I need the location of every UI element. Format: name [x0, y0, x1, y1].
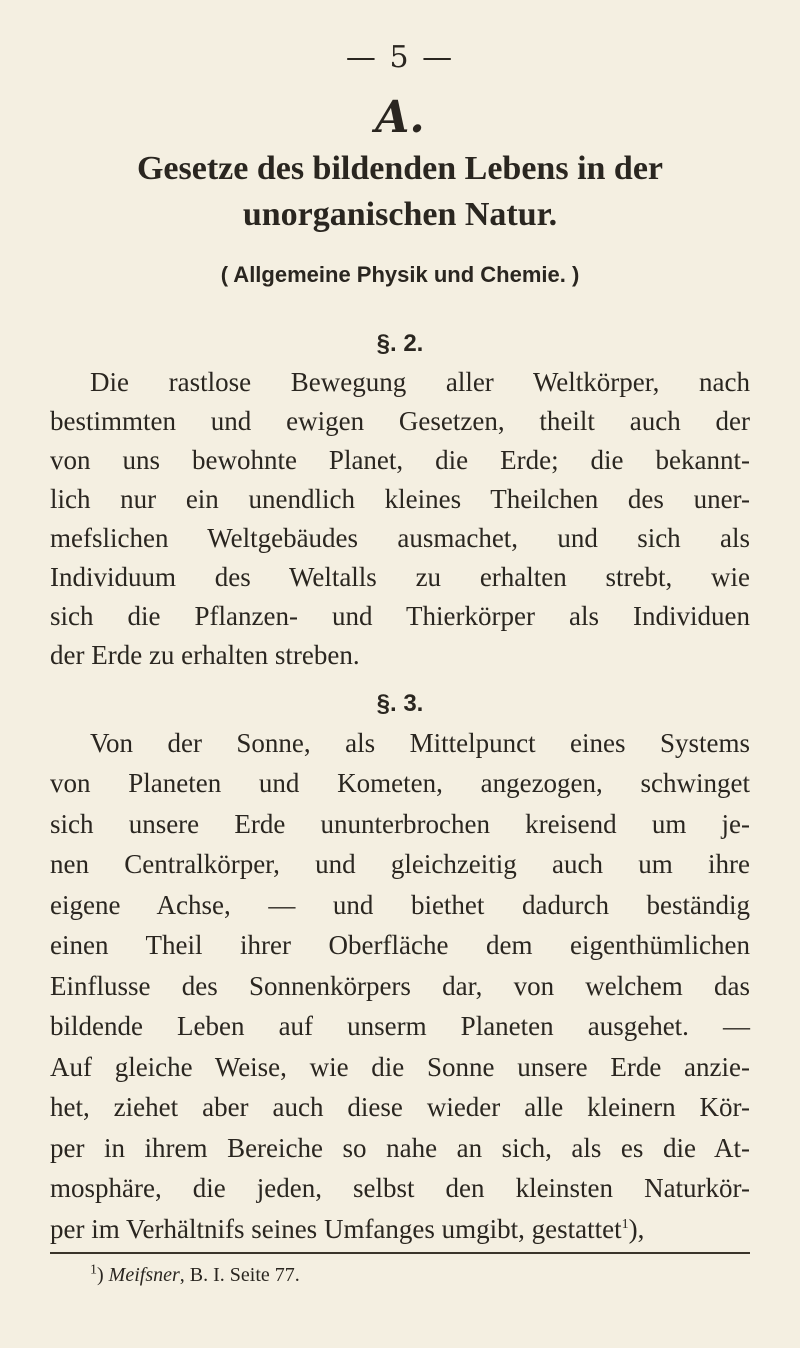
- paragraph-line: eigene Achse, — und biethet dadurch beständig: [50, 890, 750, 920]
- footnote: [90, 1264, 300, 1287]
- footnote-paren: ): [97, 1264, 104, 1286]
- footnote-reference[interactable]: 1: [621, 1217, 629, 1232]
- section-heading-2: §. 2.: [376, 330, 424, 357]
- paragraph-line: einen Theil ihrer Oberfläche dem eigenthümlichen: [50, 930, 750, 960]
- paragraph-line-last: [50, 1211, 750, 1247]
- page-number: — 5 —: [345, 40, 455, 75]
- paragraph-line: sich die Pflanzen- und Thierkörper als Individuen: [50, 601, 750, 631]
- paragraph-line-trailing: ),: [628, 1214, 645, 1244]
- footnote-author: Meifsner: [108, 1264, 180, 1286]
- paragraph-line: Auf gleiche Weise, wie die Sonne unsere Erde anzie-: [50, 1052, 750, 1082]
- paragraph-line: Individuum des Weltalls zu erhalten strebt, wie: [50, 562, 750, 592]
- paragraph-line: Von der Sonne, als Mittelpunct eines Systems: [90, 728, 750, 758]
- paragraph-line: der Erde zu erhalten streben.: [50, 640, 360, 670]
- paragraph-line: het, ziehet aber auch diese wieder alle kleinern Kör-: [50, 1092, 750, 1122]
- paragraph-line: nen Centralkörper, und gleichzeitig auch um ihre: [50, 849, 750, 879]
- paragraph-line-text: per im Verhältnifs seines Umfanges umgibt, gestattet: [50, 1214, 622, 1244]
- paragraph-line: von Planeten und Kometen, angezogen, schwinget: [50, 768, 750, 798]
- paragraph-line: Die rastlose Bewegung aller Weltkörper, nach: [90, 367, 750, 397]
- chapter-title-line-1: Gesetze des bildenden Lebens in der: [136, 150, 664, 187]
- paragraph-line: bildende Leben auf unserm Planeten ausgehet. —: [50, 1011, 750, 1041]
- footnote-mark: 1: [90, 1262, 97, 1278]
- footnote-ref: , B. I. Seite 77.: [179, 1264, 300, 1286]
- section-letter: A.: [375, 92, 425, 143]
- chapter-subtitle: ( Allgemeine Physik und Chemie. ): [220, 262, 580, 287]
- paragraph-line: bestimmten und ewigen Gesetzen, theilt auch der: [50, 406, 750, 436]
- footnote-rule: [50, 1252, 750, 1254]
- paragraph-line: lich nur ein unendlich kleines Theilchen des uner-: [50, 484, 750, 514]
- paragraph-line: per in ihrem Bereiche so nahe an sich, als es die At-: [50, 1133, 750, 1163]
- paragraph-line: Einflusse des Sonnenkörpers dar, von welchem das: [50, 971, 750, 1001]
- chapter-title-line-2: unorganischen Natur.: [242, 196, 558, 233]
- paragraph-line: sich unsere Erde ununterbrochen kreisend um je-: [50, 809, 750, 839]
- paragraph-line: von uns bewohnte Planet, die Erde; die bekannt-: [50, 445, 750, 475]
- section-heading-3: §. 3.: [376, 690, 424, 717]
- paragraph-line: mosphäre, die jeden, selbst den kleinsten Naturkör-: [50, 1173, 750, 1203]
- paragraph-line: mefslichen Weltgebäudes ausmachet, und sich als: [50, 523, 750, 553]
